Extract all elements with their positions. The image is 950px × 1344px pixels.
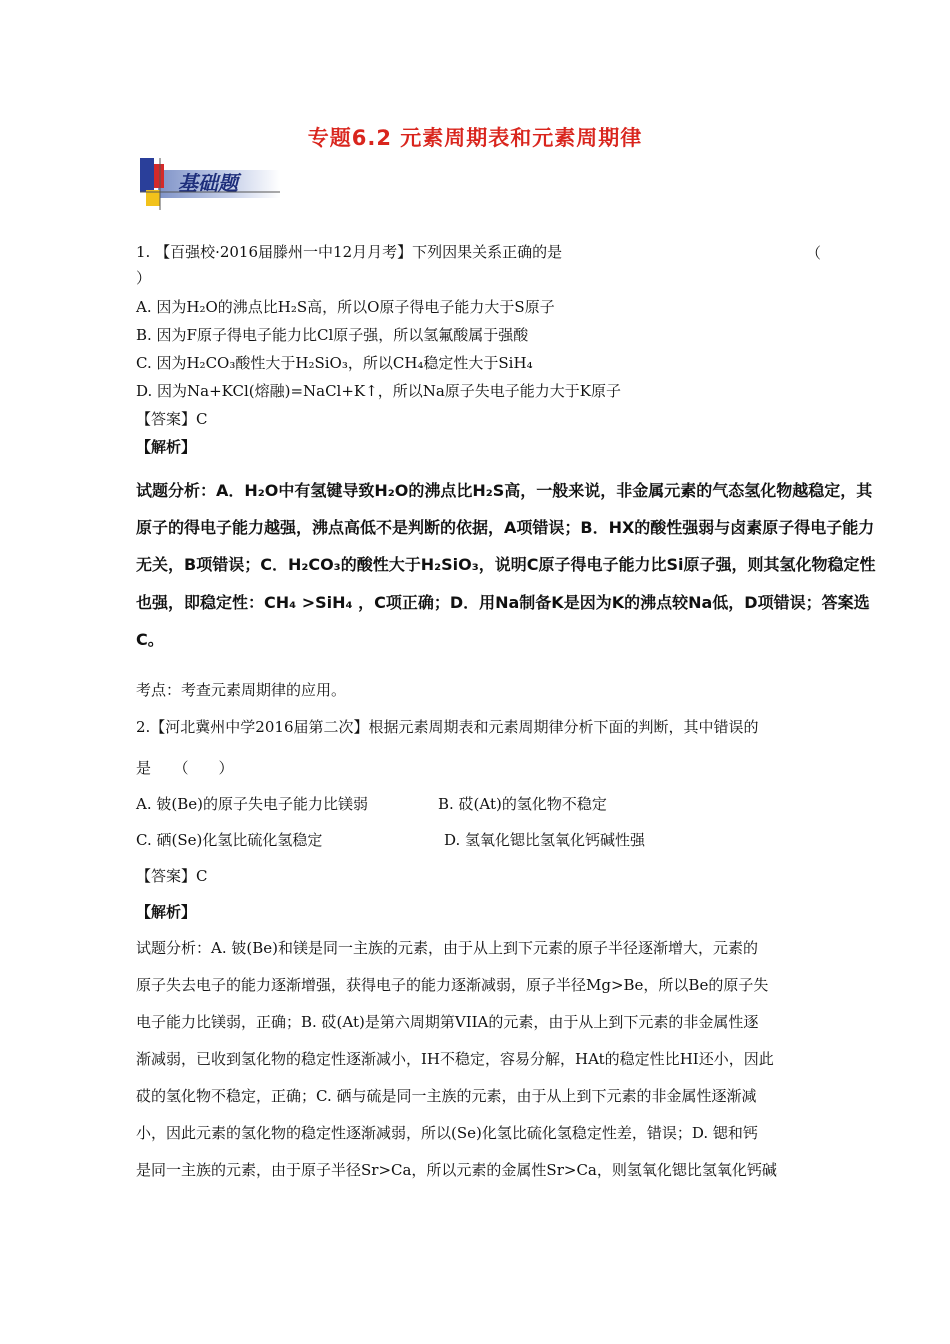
q2-stem-line-2: 是 （ ） xyxy=(136,759,234,777)
q2-option-c: C. 硒(Se)化氢比硫化氢稳定 xyxy=(136,831,323,849)
q1-analysis-line-1: 试题分析：A．H₂O中有氢键导致H₂O的沸点比H₂S高，一般来说，非金属元素的气态氢化物越稳定，其 xyxy=(136,481,873,500)
q1-option-d: D. 因为Na+KCl(熔融)=NaCl+K↑，所以Na原子失电子能力大于K原子 xyxy=(136,382,621,400)
banner-text: 基础题 xyxy=(178,171,238,195)
q2-analysis-line-6: 小，因此元素的氢化物的稳定性逐渐减弱，所以(Se)化氢比硫化氢稳定性差，错误；D. 锶和钙 xyxy=(136,1124,758,1142)
q1-analysis-line-3: 无关，B项错误；C．H₂CO₃的酸性大于H₂SiO₃，说明C原子得电子能力比Si原子强，则其氢化物稳定性 xyxy=(136,555,876,574)
q2-analysis-line-4: 渐减弱，已收到氢化物的稳定性逐渐减小，IH不稳定，容易分解，HAt的稳定性比HI还小，因此 xyxy=(136,1050,774,1068)
q2-option-a: A. 铍(Be)的原子失电子能力比镁弱 xyxy=(136,795,368,813)
q1-paren-close: ） xyxy=(136,269,152,287)
q1-answer: 【答案】C xyxy=(136,410,208,428)
q2-analysis-line-1: 试题分析：A. 铍(Be)和镁是同一主族的元素，由于从上到下元素的原子半径逐渐增大，元素的 xyxy=(136,939,758,957)
q2-analysis-line-2: 原子失去电子的能力逐渐增强，获得电子的能力逐渐减弱，原子半径Mg>Be，所以Be的原子失 xyxy=(136,976,769,994)
page-title: 专题6.2 元素周期表和元素周期律 xyxy=(307,126,643,150)
q2-option-d: D. 氢氧化锶比氢氧化钙碱性强 xyxy=(444,831,646,849)
q1-option-c: C. 因为H₂CO₃酸性大于H₂SiO₃，所以CH₄稳定性大于SiH₄ xyxy=(136,354,533,372)
q1-analysis-line-2: 原子的得电子能力越强，沸点高低不是判断的依据，A项错误；B．HX的酸性强弱与卤素原子得电子能力 xyxy=(136,518,875,537)
q2-option-b: B. 砹(At)的氢化物不稳定 xyxy=(438,795,607,813)
section-banner xyxy=(140,158,280,210)
q1-stem: 1. 【百强校·2016届滕州一中12月月考】下列因果关系正确的是 xyxy=(136,243,563,261)
q1-analysis-label: 【解析】 xyxy=(136,438,197,456)
q2-analysis-label: 【解析】 xyxy=(136,903,197,921)
q1-option-a: A. 因为H₂O的沸点比H₂S高，所以O原子得电子能力大于S原子 xyxy=(136,298,555,316)
q1-analysis-line-4: 也强，即稳定性：CH₄ >SiH₄ ，C项正确；D．用Na制备K是因为K的沸点较Na低，D项错误；答案选 xyxy=(136,593,870,612)
q2-stem-line-1: 2.【河北冀州中学2016届第二次】根据元素周期表和元素周期律分析下面的判断，其中错误的 xyxy=(136,718,759,736)
q2-answer: 【答案】C xyxy=(136,867,208,885)
q1-option-b: B. 因为F原子得电子能力比Cl原子强，所以氢氟酸属于强酸 xyxy=(136,326,529,344)
q2-analysis-line-3: 电子能力比镁弱，正确；B. 砹(At)是第六周期第VIIA的元素，由于从上到下元素的非金属性逐 xyxy=(136,1013,759,1031)
q1-analysis-line-5: C。 xyxy=(136,630,164,649)
q1-paren-open: （ xyxy=(806,244,822,262)
q2-analysis-line-5: 砹的氢化物不稳定，正确；C. 硒与硫是同一主族的元素，由于从上到下元素的非金属性逐渐减 xyxy=(136,1087,757,1105)
q1-kaodian: 考点：考查元素周期律的应用。 xyxy=(136,681,347,699)
q2-analysis-line-7: 是同一主族的元素，由于原子半径Sr>Ca，所以元素的金属性Sr>Ca，则氢氧化锶比氢氧化钙碱 xyxy=(136,1161,777,1179)
